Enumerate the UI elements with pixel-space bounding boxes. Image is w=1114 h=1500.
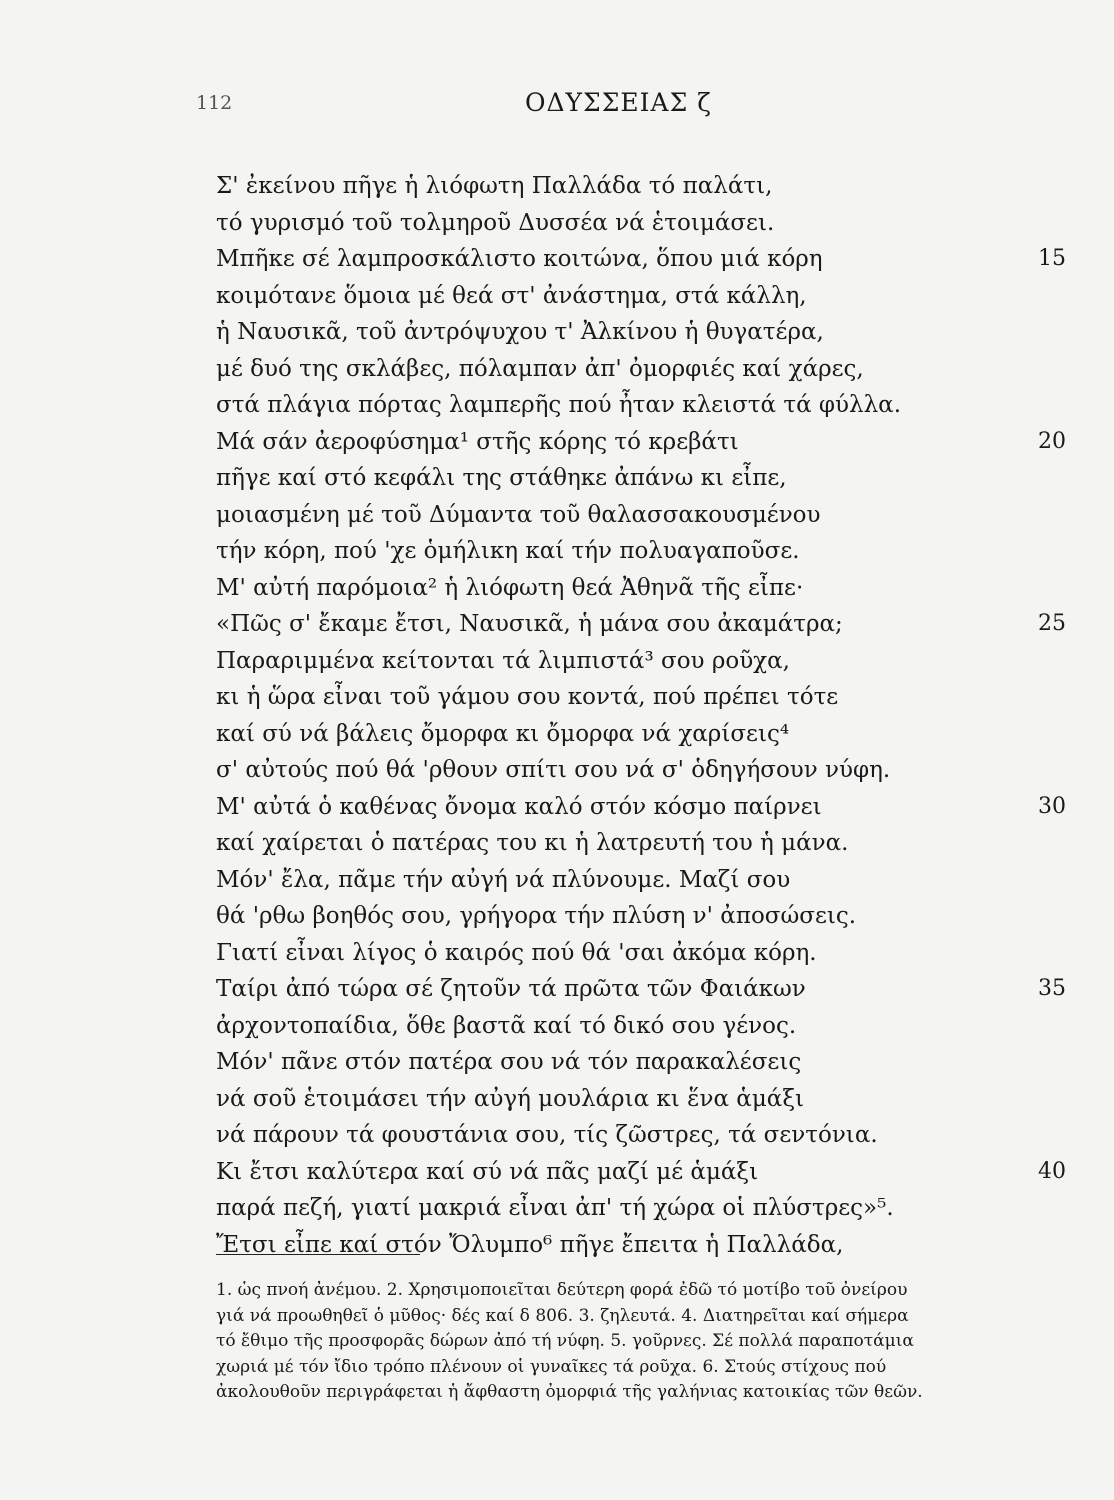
verse-text: παρά πεζή, γιατί μακριά εἶναι ἀπ' τή χώρα οἱ πλύστρες»⁵. (216, 1195, 894, 1221)
verse-line (216, 679, 1076, 716)
verse-text: κι ἡ ὥρα εἶναι τοῦ γάμου σου κοντά, πού πρέπει τότε (216, 684, 839, 710)
verse-text: Σ' ἐκείνου πῆγε ἡ λιόφωτη Παλλάδα τό παλάτι, (216, 173, 773, 199)
verse-text: Ἔτσι εἶπε καί στόν Ὄλυμπο⁶ πῆγε ἔπειτα ἡ Παλλάδα, (216, 1231, 844, 1258)
verse-text: σ' αὐτούς πού θά 'ρθουν σπίτι σου νά σ' ὁδηγήσουν νύφη. (216, 757, 891, 783)
verse-line (216, 314, 1076, 351)
verse-text: Μόν' ἔλα, πᾶμε τήν αὐγή νά πλύνουμε. Μαζί σου (216, 866, 791, 893)
verse-text: κοιμότανε ὅμοια μέ θεά στ' ἀνάστημα, στά κάλλη, (216, 282, 807, 309)
verse-line (216, 1190, 1076, 1227)
verse-text: ἀρχοντοπαίδια, ὅθε βαστᾶ καί τό δικό σου γένος. (216, 1012, 797, 1039)
verse-text: νά σοῦ ἑτοιμάσει τήν αὐγή μουλάρια κι ἕνα ἁμάξι (216, 1085, 805, 1112)
verse-line (216, 533, 1076, 570)
verse-line (216, 971, 1076, 1008)
verse-line (216, 898, 1076, 935)
verse-line (216, 606, 1076, 643)
verse-line (216, 1117, 1076, 1154)
verse-text: καί σύ νά βάλεις ὄμορφα κι ὄμορφα νά χαρίσεις⁴ (216, 720, 790, 747)
verse-text: «Πῶς σ' ἔκαμε ἔτσι, Ναυσικᾶ, ἡ μάνα σου ἀκαμάτρα; (216, 611, 843, 637)
verse-text: Μά σάν ἀεροφύσημα¹ στῆς κόρης τό κρεβάτι (216, 428, 739, 455)
verse-line (216, 789, 1076, 826)
line-number: 40 (1038, 1158, 1066, 1184)
line-number: 20 (1038, 428, 1066, 454)
verse-line (216, 862, 1076, 899)
footnote-divider (216, 1254, 420, 1255)
verse-text: καί χαίρεται ὁ πατέρας του κι ἡ λατρευτή του ἡ μάνα. (216, 830, 849, 856)
footnote-line: 1. ὡς πνοή ἀνέμου. 2. Χρησιμοποιεῖται δεύτερη φορά ἐδῶ τό μοτίβο τοῦ ὀνείρου (216, 1280, 908, 1300)
verse-line (216, 1044, 1076, 1081)
verse-text: Μόν' πᾶνε στόν πατέρα σου νά τόν παρακαλέσεις (216, 1049, 802, 1075)
line-number: 30 (1038, 793, 1066, 819)
verse-text: νά πάρουν τά φουστάνια σου, τίς ζῶστρες, τά σεντόνια. (216, 1122, 878, 1148)
verse-text: πῆγε καί στό κεφάλι της στάθηκε ἀπάνω κι εἶπε, (216, 465, 787, 491)
verse-line (216, 570, 1076, 607)
verse-line (216, 825, 1076, 862)
verse-text: θά 'ρθω βοηθός σου, γρήγορα τήν πλύση ν' ἀποσώσεις. (216, 903, 857, 929)
verse-text: Μ' αὐτά ὁ καθένας ὄνομα καλό στόν κόσμο παίρνει (216, 793, 822, 820)
line-number: 25 (1038, 611, 1066, 636)
footnote-line: τό ἔθιμο τῆς προσφορᾶς δώρων ἀπό τή νύφη. 5. γοῦρνες. Σέ πολλά παραποτάμια (216, 1331, 914, 1351)
footnote-line: ἀκολουθοῦν περιγράφεται ἡ ἄφθαστη ὀμορφιά τῆς γαλήνιας κατοικίας τῶν θεῶν. (216, 1382, 923, 1402)
verse-line (216, 1227, 1076, 1264)
verse-line (216, 1081, 1076, 1118)
verse-line (216, 278, 1076, 315)
footnotes (216, 1278, 1076, 1406)
verse-line (216, 387, 1076, 424)
verse-text: Κι ἔτσι καλύτερα καί σύ νά πᾶς μαζί μέ ἁμάξι (216, 1158, 759, 1185)
verse-line (216, 716, 1076, 753)
verse-line (216, 1008, 1076, 1045)
verse-line (216, 241, 1076, 278)
verse-text: Ταίρι ἀπό τώρα σέ ζητοῦν τά πρῶτα τῶν Φαιάκων (216, 976, 806, 1002)
line-number: 35 (1038, 976, 1066, 1001)
verse-line (216, 497, 1076, 534)
verse-text: Παραριμμένα κείτονται τά λιμπιστά³ σου ροῦχα, (216, 647, 790, 674)
verse-line (216, 935, 1076, 972)
verse-line (216, 643, 1076, 680)
verse-line (216, 424, 1076, 461)
footnote-line: γιά νά προωθηθεῖ ὁ μῦθος· δές καί δ 806. 3. ζηλευτά. 4. Διατηρεῖται καί σήμερα (216, 1305, 909, 1326)
verse-text: στά πλάγια πόρτας λαμπερῆς πού ἦταν κλειστά τά φύλλα. (216, 392, 902, 418)
verse-text: τό γυρισμό τοῦ τολμηροῦ Δυσσέα νά ἑτοιμάσει. (216, 209, 775, 236)
running-title: ΟΔΥΣΣΕΙΑΣ ζ (525, 88, 712, 117)
page-header (0, 88, 1114, 122)
verse-line (216, 351, 1076, 388)
verse-text: Γιατί εἶναι λίγος ὁ καιρός πού θά 'σαι ἀκόμα κόρη. (216, 939, 817, 966)
verse-line (216, 168, 1076, 205)
verse-text: τήν κόρη, πού 'χε ὁμήλικη καί τήν πολυαγαποῦσε. (216, 538, 800, 564)
verse-line (216, 205, 1076, 242)
footnote-line: χωριά μέ τόν ἴδιο τρόπο πλένουν οἱ γυναῖκες τά ροῦχα. 6. Στούς στίχους πού (216, 1356, 887, 1377)
verse-text: μοιασμένη μέ τοῦ Δύμαντα τοῦ θαλασσακουσμένου (216, 501, 821, 528)
verse-line (216, 460, 1076, 497)
verse-text: Μ' αὐτή παρόμοια² ἡ λιόφωτη θεά Ἀθηνᾶ τῆς εἶπε· (216, 574, 804, 601)
page-number: 112 (196, 92, 233, 114)
verse-text: μέ δυό της σκλάβες, πόλαμπαν ἀπ' ὀμορφιές καί χάρες, (216, 355, 864, 382)
verse-line (216, 1154, 1076, 1191)
poem-text (216, 168, 1076, 1263)
verse-text: ἡ Ναυσικᾶ, τοῦ ἀντρόψυχου τ' Ἀλκίνου ἡ θυγατέρα, (216, 319, 824, 345)
verse-line (216, 752, 1076, 789)
verse-text: Μπῆκε σέ λαμπροσκάλιστο κοιτώνα, ὅπου μιά κόρη (216, 246, 823, 272)
line-number: 15 (1038, 246, 1066, 271)
